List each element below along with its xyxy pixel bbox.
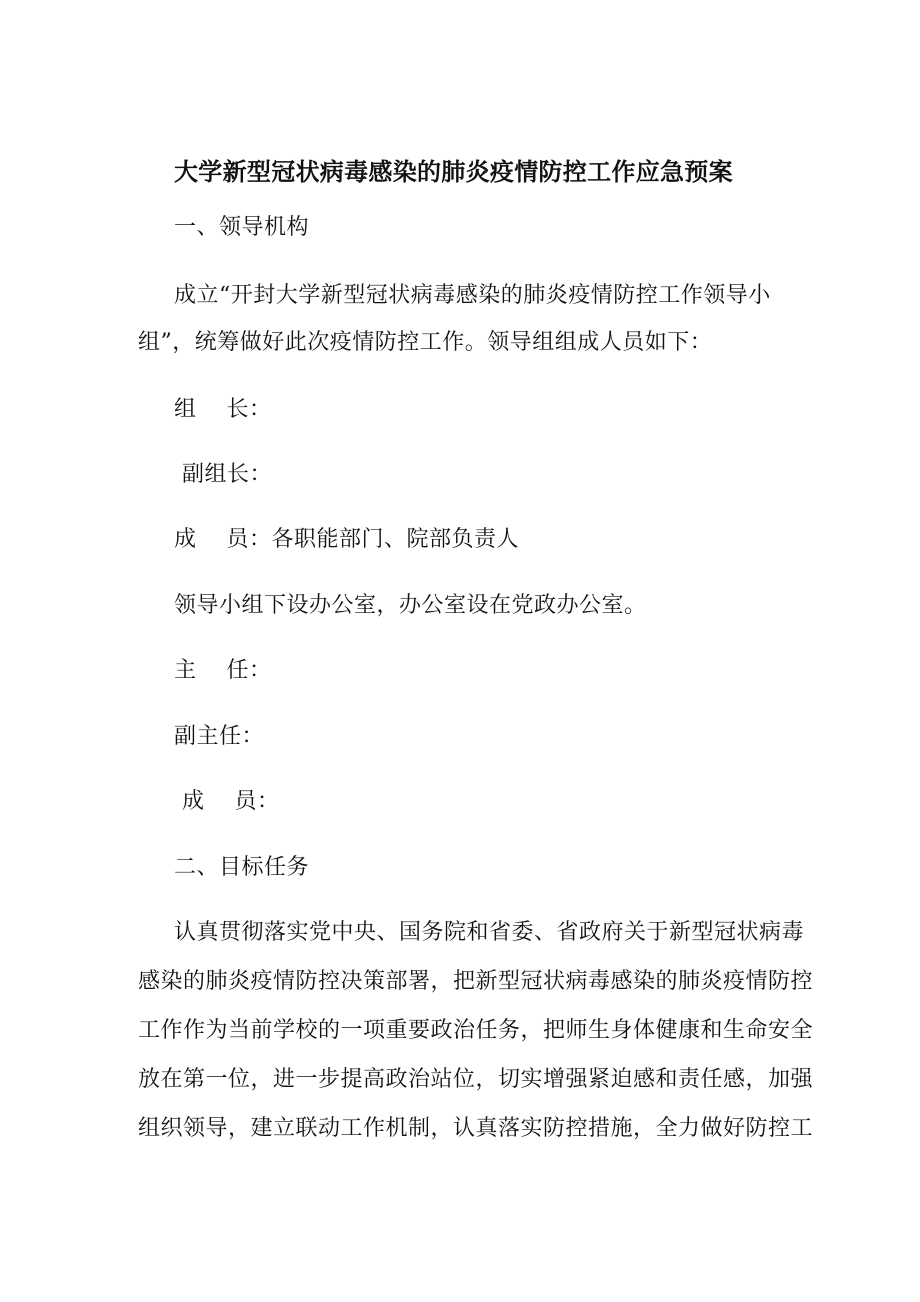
role-deputy-leader: 副组长：: [182, 462, 273, 487]
paragraph-line: 成立“开封大学新型冠状病毒感染的肺炎疫情防控工作领导小: [174, 283, 771, 308]
paragraph-line: 组”，统筹做好此次疫情防控工作。领导组组成人员如下：: [138, 330, 713, 355]
paragraph-line: 感染的肺炎疫情防控决策部署，把新型冠状病毒感染的肺炎疫情防控: [138, 969, 814, 994]
role-leader: 组 长：: [174, 397, 272, 422]
role-deputy-director: 副主任：: [174, 724, 265, 749]
office-setup-line: 领导小组下设办公室，办公室设在党政办公室。: [174, 593, 647, 618]
paragraph-line: 组织领导，建立联动工作机制，认真落实防控措施，全力做好防控工: [138, 1116, 814, 1141]
paragraph-line: 放在第一位，进一步提高政治站位，切实增强紧迫感和责任感，加强: [138, 1067, 814, 1092]
role-members: 成 员：各职能部门、院部负责人: [174, 527, 519, 552]
section-heading-leadership: 一、领导机构: [174, 215, 310, 240]
role-office-members: 成 员：: [182, 789, 280, 814]
paragraph-line: 认真贯彻落实党中央、国务院和省委、省政府关于新型冠状病毒: [174, 920, 805, 945]
role-director: 主 任：: [174, 658, 272, 683]
section-heading-goals: 二、目标任务: [174, 855, 310, 880]
paragraph-line: 工作作为当前学校的一项重要政治任务，把师生身体健康和生命安全: [138, 1018, 814, 1043]
document-title: 大学新型冠状病毒感染的肺炎疫情防控工作应急预案: [174, 157, 733, 186]
